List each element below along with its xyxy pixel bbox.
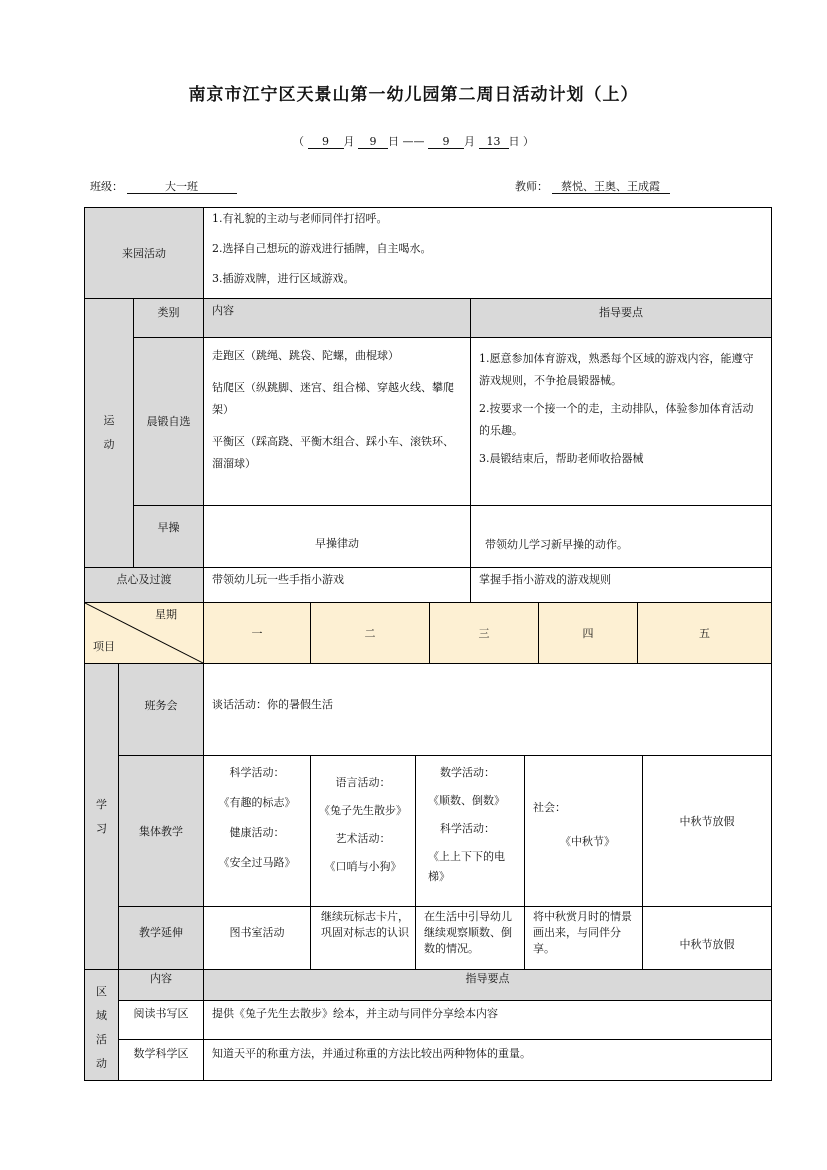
zone-label (84, 969, 119, 1081)
lesson-line: 科学活动： (229, 766, 285, 779)
week-header-corner (84, 602, 204, 664)
extension-label: 教学延伸 (118, 906, 204, 970)
lesson-line: 《中秋节》 (560, 835, 615, 848)
group-teaching-label: 集体教学 (118, 755, 204, 907)
snack-label: 点心及过渡 (84, 567, 204, 603)
lesson-line: 《顺数、倒数》 (428, 794, 505, 807)
study-label-char: 学 (96, 797, 107, 811)
exercise-zone: 平衡区（踩高跷、平衡木组合、踩小车、滚铁环、溜溜球） (212, 435, 454, 470)
class-meeting-label: 班务会 (118, 663, 204, 756)
end-day: 13 (479, 135, 509, 149)
class-meeting-content: 谈话活动：你的暑假生活 (203, 663, 772, 756)
lesson-line: 《口哨与小狗》 (324, 860, 402, 873)
sport-category-header: 类别 (133, 298, 204, 338)
lesson-line: 《上上下下的电梯》 (428, 850, 505, 883)
zone-label-char: 区 (96, 985, 107, 998)
sport-label-char: 动 (103, 438, 115, 451)
arrival-item: 1.有礼貌的主动与老师同伴打招呼。 (212, 212, 388, 225)
zone-row-guide: 知道天平的称重方法，并通过称重的方法比较出两种物体的重量。 (203, 1039, 772, 1081)
sport-label-char: 运 (103, 414, 115, 427)
sport-label (84, 298, 134, 568)
guide-point: 3.晨锻结束后，帮助老师收拾器械 (479, 452, 644, 465)
item-label: 项目 (93, 640, 115, 653)
morning-exercise-guide (470, 337, 772, 506)
lesson-line: 社会： (533, 801, 566, 814)
exercise-zone: 钻爬区（纵跳脚、迷宫、组合梯、穿越火线、攀爬架） (212, 381, 454, 416)
zone-label-char: 动 (96, 1057, 107, 1070)
lesson-line: 《有趣的标志》 (218, 796, 296, 809)
class-value: 大一班 (127, 180, 237, 194)
morning-drill-guide: 带领幼儿学习新早操的动作。 (470, 505, 772, 568)
date-close: ） (523, 135, 534, 148)
morning-exercise-label: 晨锻自选 (133, 337, 204, 506)
diagonal-line (85, 603, 203, 663)
teacher-label: 教师： (515, 180, 548, 193)
group-teaching-mon (203, 755, 311, 907)
lesson-line: 健康活动： (229, 826, 285, 839)
snack-guide: 掌握手指小游戏的游戏规则 (470, 567, 772, 603)
zone-label-char: 域 (96, 1009, 107, 1022)
day-label: 日 (388, 135, 399, 148)
day-header-thu: 四 (538, 602, 638, 664)
group-teaching-wed (415, 755, 525, 907)
zone-row-name: 数学科学区 (118, 1039, 204, 1081)
lesson-line: 数学活动： (440, 766, 495, 779)
arrival-content (203, 207, 772, 299)
class-label: 班级： (90, 180, 123, 193)
group-teaching-fri: 中秋节放假 (642, 755, 772, 907)
day-header-tue: 二 (310, 602, 430, 664)
zone-label-char: 活 (96, 1033, 107, 1046)
lesson-line: 艺术活动： (335, 832, 391, 845)
date-open: （ (293, 135, 304, 148)
lesson-line: 语言活动： (335, 776, 391, 789)
date-dash: —— (402, 135, 425, 148)
lesson-line: 《兔子先生散步》 (319, 804, 407, 817)
teacher-info (515, 178, 670, 194)
arrival-label: 来园活动 (84, 207, 204, 299)
extension-thu: 将中秋赏月时的情景画出来，与同伴分享。 (524, 906, 643, 970)
study-label-char: 习 (96, 821, 107, 835)
group-teaching-thu (524, 755, 643, 907)
weekday-label: 星期 (155, 608, 177, 621)
lesson-line: 《安全过马路》 (218, 856, 296, 869)
extension-mon: 图书室活动 (203, 906, 311, 970)
arrival-item: 3.插游戏牌，进行区域游戏。 (212, 272, 355, 285)
day-label: 日 (508, 135, 520, 148)
day-header-fri: 五 (637, 602, 772, 664)
zone-row-name: 阅读书写区 (118, 1000, 204, 1040)
exercise-zone: 走跑区（跳绳、跳袋、陀螺，曲棍球） (212, 349, 399, 362)
snack-content: 带领幼儿玩一些手指小游戏 (203, 567, 471, 603)
month-label: 月 (464, 135, 475, 148)
guide-point: 1.愿意参加体育游戏，熟悉每个区域的游戏内容，能遵守游戏规则，不争抢晨锻器械。 (479, 352, 754, 387)
extension-fri: 中秋节放假 (642, 906, 772, 970)
study-label (84, 663, 119, 970)
group-teaching-tue (310, 755, 416, 907)
arrival-item: 2.选择自己想玩的游戏进行插牌，自主喝水。 (212, 242, 432, 255)
morning-drill-label: 早操 (133, 505, 204, 568)
sport-guide-header: 指导要点 (470, 298, 772, 338)
guide-point: 2.按要求一个接一个的走，主动排队，体验参加体育活动的乐趣。 (479, 402, 754, 437)
end-month: 9 (428, 135, 464, 149)
date-range (0, 133, 827, 149)
class-info (90, 178, 237, 194)
extension-wed: 在生活中引导幼儿继续观察顺数、倒数的情况。 (415, 906, 525, 970)
zone-guide-header: 指导要点 (203, 969, 772, 1001)
start-month: 9 (308, 135, 344, 149)
extension-tue: 继续玩标志卡片，巩固对标志的认识 (310, 906, 416, 970)
morning-drill-content: 早操律动 (203, 505, 471, 568)
teacher-value: 蔡悦、王奥、王成霞 (552, 180, 670, 194)
start-day: 9 (358, 135, 388, 149)
lesson-line: 科学活动： (440, 822, 495, 835)
day-header-mon: 一 (203, 602, 311, 664)
morning-exercise-content (203, 337, 471, 506)
sport-content-header: 内容 (203, 298, 471, 338)
month-label: 月 (343, 135, 355, 148)
day-header-wed: 三 (429, 602, 539, 664)
zone-content-header: 内容 (118, 969, 204, 1001)
zone-row-guide: 提供《兔子先生去散步》绘本，并主动与同伴分享绘本内容 (203, 1000, 772, 1040)
page-title: 南京市江宁区天景山第一幼儿园第二周日活动计划（上） (188, 85, 639, 105)
